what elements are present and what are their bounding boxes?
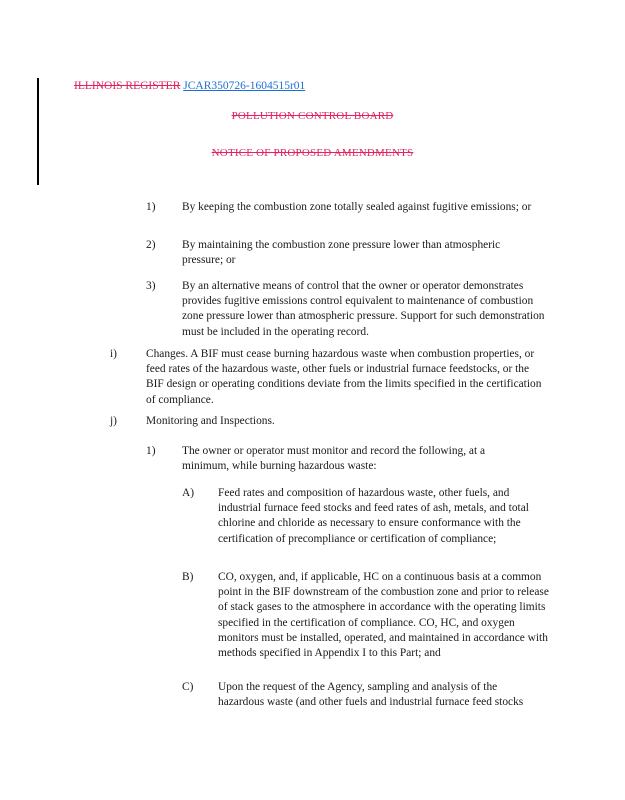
subitem-text: CO, oxygen, and, if applicable, HC on a continuous basis at a common point in the BIF downstream of the combustion zone and prior to release of stack gases to the atmosphere in accordance with the operating limits specified in the certification of compliance. CO, HC, and oxygen monitors must be installed, operated, and maintained in accordance with methods specified in Appendix I to this Part; and <box>218 571 549 660</box>
section-label: j) <box>110 415 117 427</box>
notice-title: NOTICE OF PROPOSED AMENDMENTS <box>211 147 414 159</box>
item-text: By an alternative means of control that the owner or operator demonstrates provides fugitive emissions control equivalent to maintenance of combustion zone pressure lower than atmospheric pressure. Support for such demonstration must be included in the operating record. <box>182 280 545 338</box>
item-label: 3) <box>146 280 156 292</box>
item-label: 1) <box>146 201 156 213</box>
subitem-label: C) <box>182 681 194 693</box>
subitem-label: B) <box>182 571 194 583</box>
change-bar <box>37 78 39 185</box>
item-text: By maintaining the combustion zone pressure lower than atmospheric pressure; or <box>182 239 501 267</box>
section-text: Monitoring and Inspections. <box>146 415 275 427</box>
register-header <box>74 80 305 92</box>
struck-register-title: ILLINOIS REGISTER <box>74 80 181 92</box>
jcar-identifier: JCAR350726-1604515r01 <box>183 80 306 92</box>
subitem-text: Upon the request of the Agency, sampling and analysis of the hazardous waste (and other fuels and industrial furnace feed stocks <box>218 681 524 709</box>
board-name: POLLUTION CONTROL BOARD <box>231 110 394 122</box>
item-label: 1) <box>146 445 156 457</box>
section-text: Changes. A BIF must cease burning hazardous waste when combustion properties, or feed rates of the hazardous waste, other fuels or industrial furnace feedstocks, or the BIF design or operating conditions deviate from the limits specified in the certification of compliance. <box>146 348 542 406</box>
item-text: The owner or operator must monitor and record the following, at a minimum, while burning hazardous waste: <box>182 445 486 473</box>
subitem-label: A) <box>182 487 195 499</box>
item-label: 2) <box>146 239 156 251</box>
item-text: By keeping the combustion zone totally sealed against fugitive emissions; or <box>182 201 532 213</box>
section-label: i) <box>110 348 117 360</box>
subitem-text: Feed rates and composition of hazardous waste, other fuels, and industrial furnace feed stocks and feed rates of ash, metals, and total chlorine and chloride as necessary to ensure conformance with the certification of precompliance or certification of compliance; <box>218 487 529 545</box>
